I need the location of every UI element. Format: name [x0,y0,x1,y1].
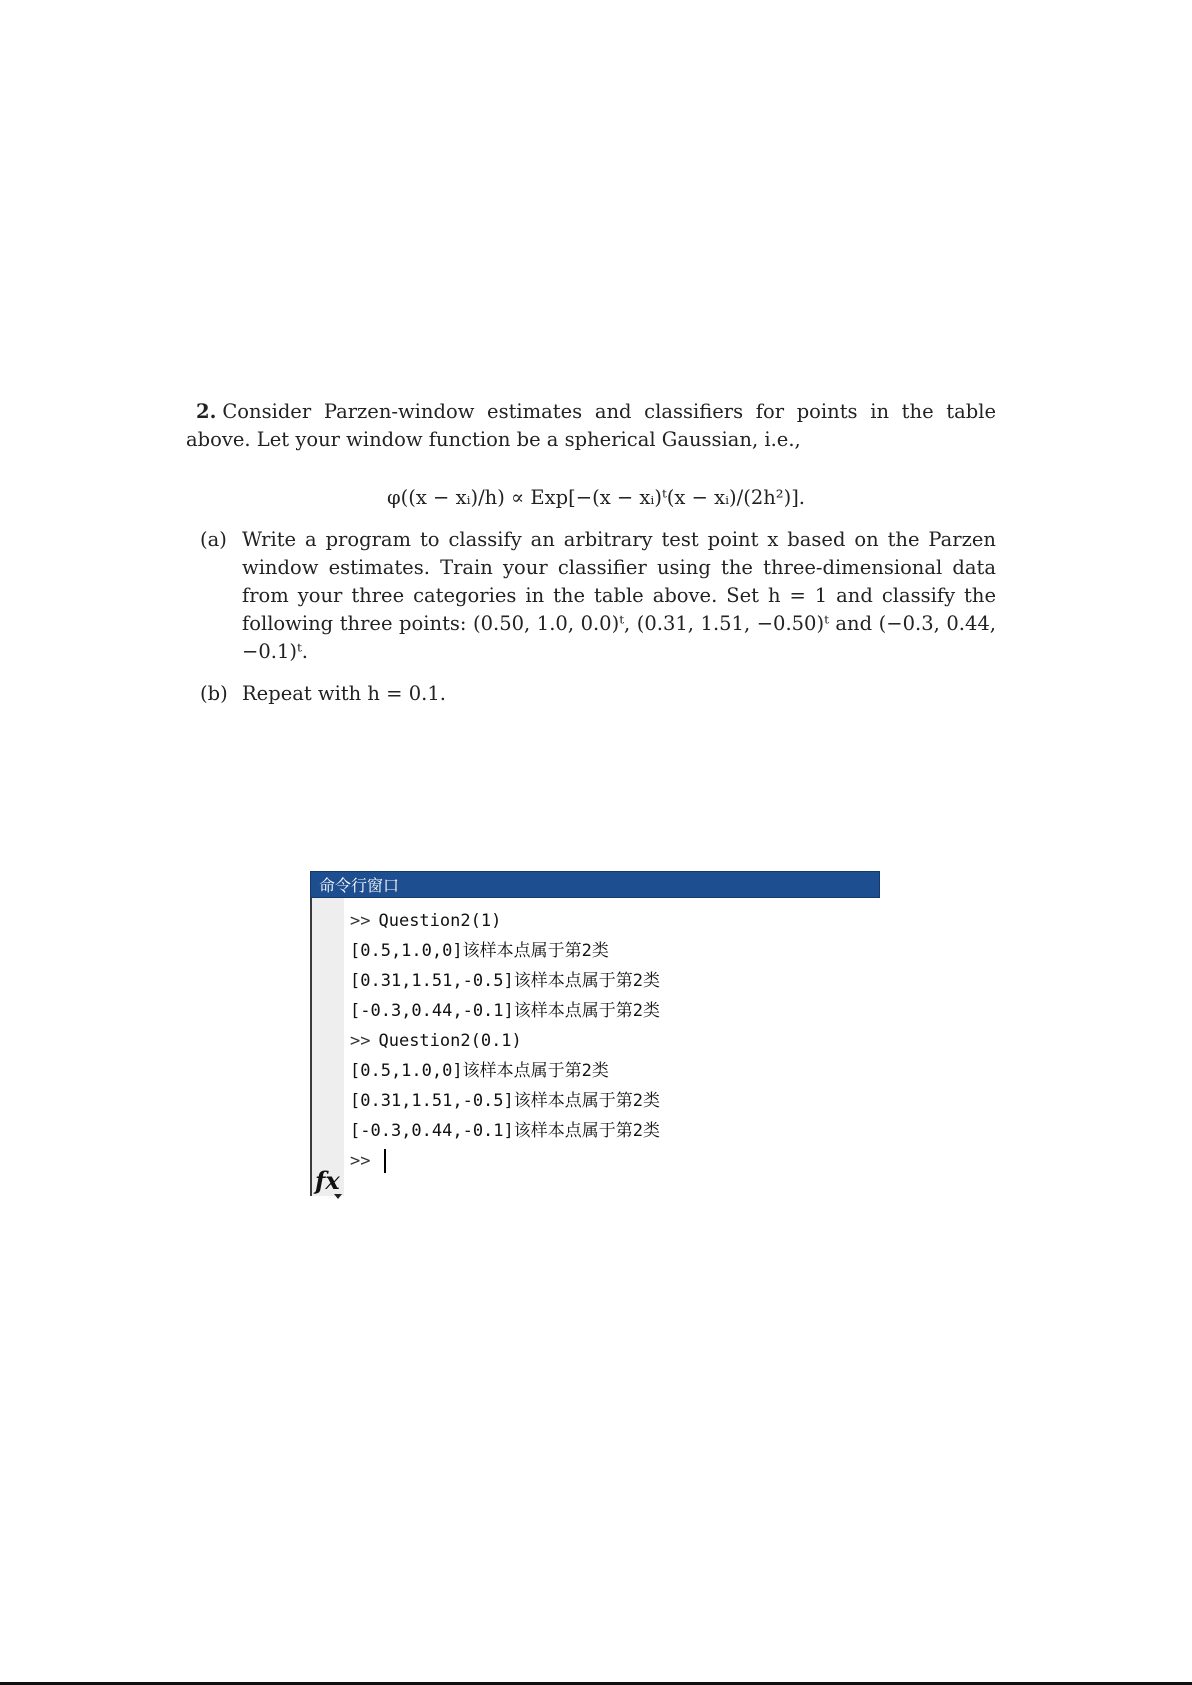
part-a [186,526,996,666]
problem-intro [186,398,996,454]
output-line-text: [-0.3,0.44,-0.1]该样本点属于第2类 [350,1001,660,1021]
output-line [350,1086,880,1116]
output-line [350,1116,880,1146]
part-b-label: (b) [200,682,228,705]
problem-intro-text: Consider Parzen-window estimates and classifiers for points in the table above. Let your window function be a spherical Gaussian, i.e., [186,400,996,451]
command-output [350,906,880,1176]
output-line-text: Question2(0.1) [378,1031,522,1051]
prompt-symbol: >> [350,1031,371,1051]
prompt-symbol: >> [350,911,371,931]
output-line [350,936,880,966]
function-browser-icon[interactable]: fx [315,1166,340,1195]
part-a-text: Write a program to classify an arbitrary test point x based on the Parzen window estimates. Train your classifier using the three-dimensional data from your three categories in the table above. Set h = 1 and classify the following three points: (0.50, 1.0, 0.0)ᵗ, (0.31, 1.51, −0.50)ᵗ and (−0.3, 0.44, −0.1)ᵗ. [242,528,996,663]
part-b-text: Repeat with h = 0.1. [242,682,446,705]
output-line [350,906,880,936]
output-line-text: [0.5,1.0,0]该样本点属于第2类 [350,1061,609,1081]
part-a-label: (a) [200,528,227,551]
output-line-text: Question2(1) [378,911,502,931]
chevron-down-icon[interactable] [334,1194,342,1199]
output-line-text: [0.5,1.0,0]该样本点属于第2类 [350,941,609,961]
text-cursor [384,1149,386,1173]
command-window-gutter [310,898,344,1196]
part-b [186,680,996,708]
output-line-text: [0.31,1.51,-0.5]该样本点属于第2类 [350,971,660,991]
command-window-body[interactable] [310,898,880,1196]
command-window-title[interactable]: 命令行窗口 [310,871,880,898]
input-prompt-symbol: >> [350,1151,371,1171]
output-line [350,996,880,1026]
output-line-text: [-0.3,0.44,-0.1]该样本点属于第2类 [350,1121,660,1141]
output-line [350,1056,880,1086]
output-line [350,966,880,996]
command-window [310,871,880,1196]
input-line[interactable] [350,1146,880,1176]
problem-statement [186,398,996,722]
problem-number: 2. [196,400,217,423]
window-function-formula: φ((x − xᵢ)/h) ∝ Exp[−(x − xᵢ)ᵗ(x − xᵢ)/(2h²)]. [386,486,806,509]
output-line-text: [0.31,1.51,-0.5]该样本点属于第2类 [350,1091,660,1111]
output-line [350,1026,880,1056]
